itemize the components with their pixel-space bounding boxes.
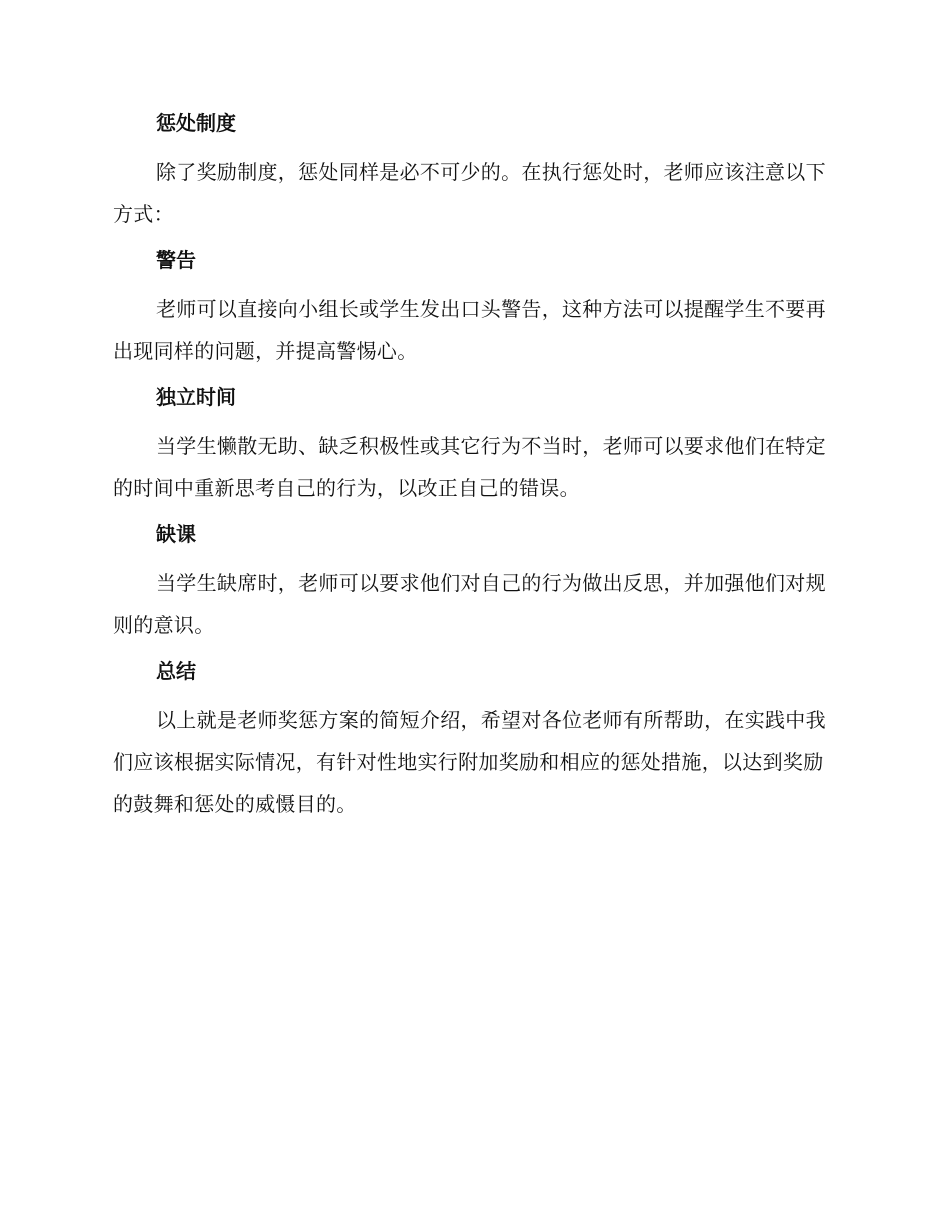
document-page	[113, 108, 833, 825]
section-heading-warning: 警告	[156, 248, 196, 272]
section-heading-summary: 总结	[156, 659, 196, 683]
section-paragraph-summary: 以上就是老师奖惩方案的简短介绍，希望对各位老师有所帮助，在实践中我们应该根据实际情况，有针对性地实行附加奖励和相应的惩处措施，以达到奖励的鼓舞和惩处的威慑目的。	[113, 708, 826, 816]
section-heading-punishment-system: 惩处制度	[156, 111, 236, 135]
section-paragraph-punishment-system: 除了奖励制度，惩处同样是必不可少的。在执行惩处时，老师应该注意以下方式：	[113, 160, 826, 226]
section-heading-absence: 缺课	[156, 522, 196, 546]
section-paragraph-independent-time: 当学生懒散无助、缺乏积极性或其它行为不当时，老师可以要求他们在特定的时间中重新思考自己的行为，以改正自己的错误。	[113, 434, 826, 500]
section-paragraph-absence: 当学生缺席时，老师可以要求他们对自己的行为做出反思，并加强他们对规则的意识。	[113, 571, 826, 637]
section-paragraph-warning: 老师可以直接向小组长或学生发出口头警告，这种方法可以提醒学生不要再出现同样的问题，并提高警惕心。	[113, 297, 826, 363]
section-heading-independent-time: 独立时间	[156, 385, 236, 409]
